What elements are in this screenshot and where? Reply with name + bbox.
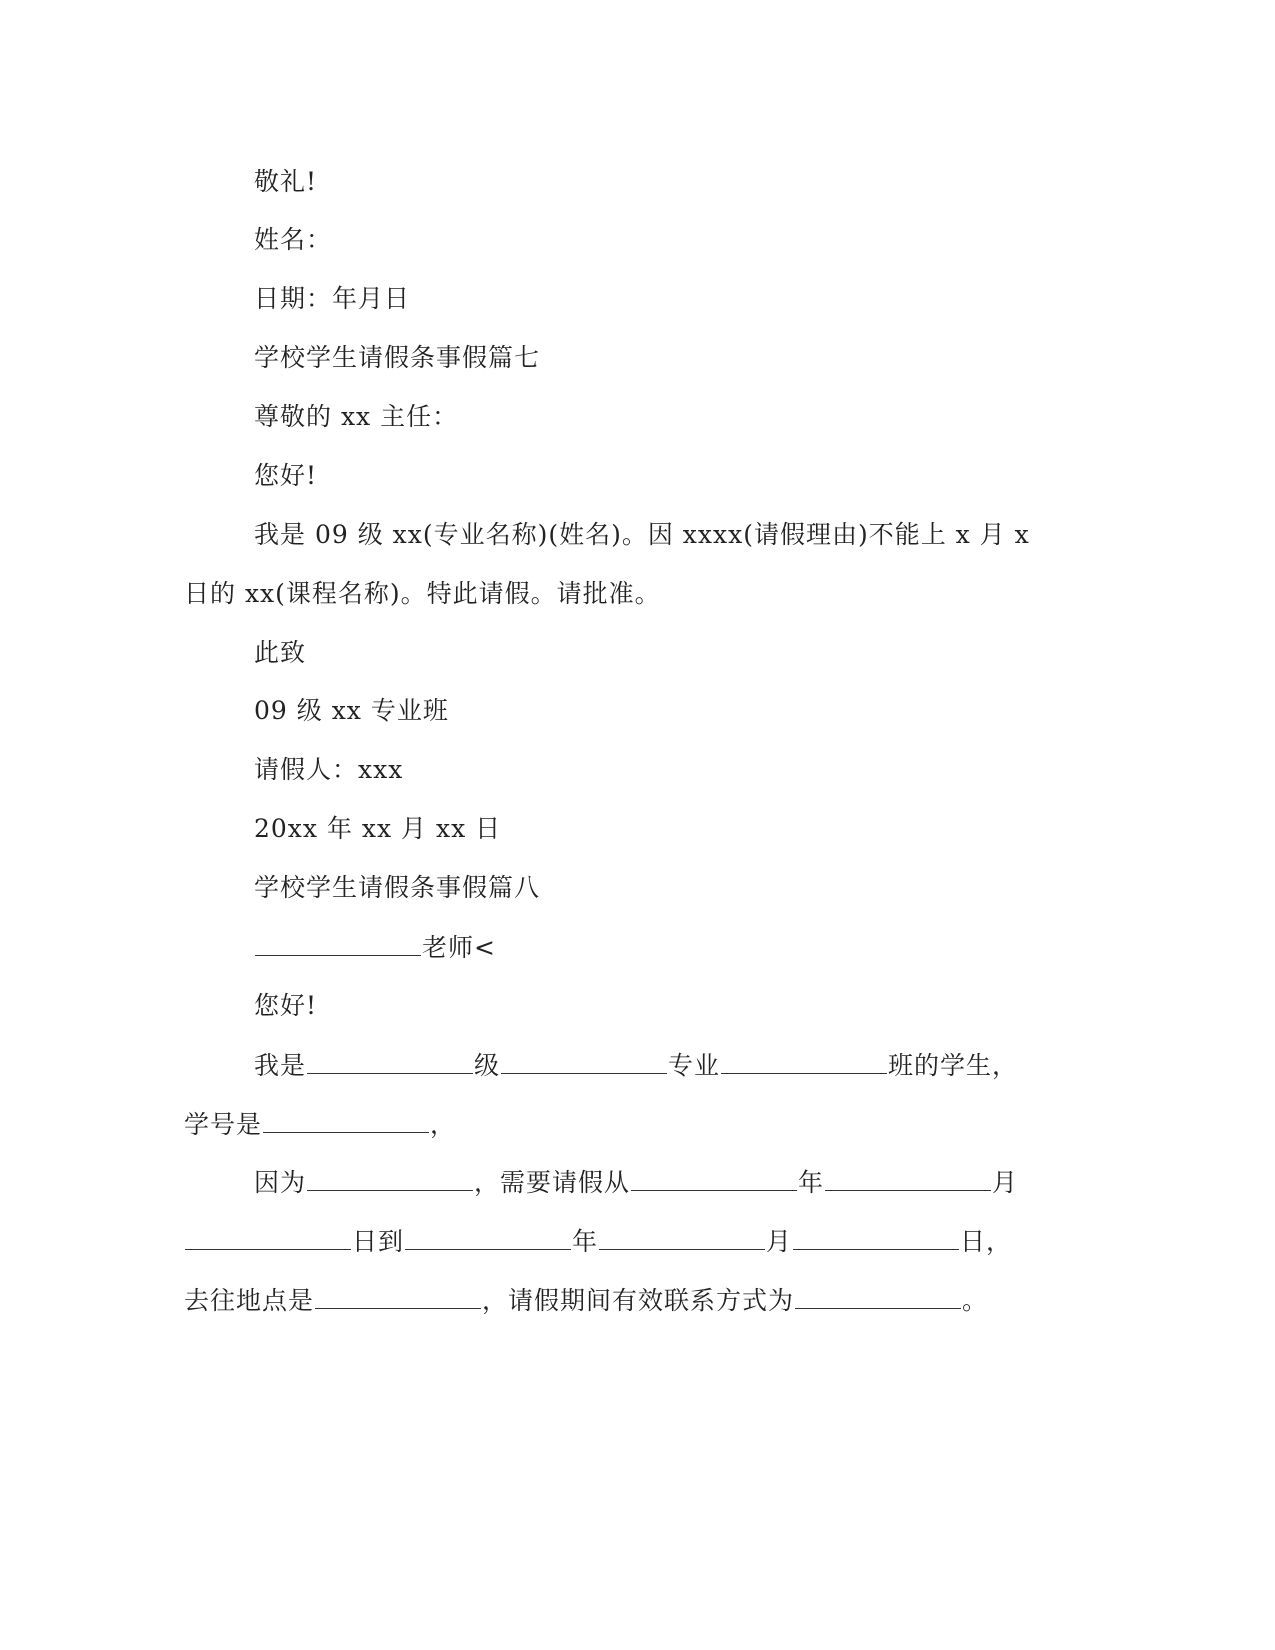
hello-8: 您好!	[254, 991, 318, 1020]
applicant-7: 请假人：xxx	[254, 755, 404, 784]
body-7-line-1: 我是 09 级 xx(专业名称)(姓名)。因 xxxx(请假理由)不能上 x 月 x	[254, 520, 1030, 549]
class-blank	[721, 1049, 887, 1074]
date-label: 日期：年月日	[254, 284, 411, 313]
date-7: 20xx 年 xx 月 xx 日	[254, 814, 502, 843]
start-day-blank	[185, 1225, 351, 1250]
student-id-suffix: ，	[430, 1110, 457, 1139]
period-line	[184, 1225, 1012, 1258]
intro-prefix: 我是	[254, 1051, 307, 1080]
end-day-blank	[793, 1225, 959, 1250]
destination-blank	[315, 1284, 481, 1309]
end-month-label: 月	[766, 1227, 793, 1256]
contact-blank	[795, 1284, 961, 1309]
start-month-label: 月	[992, 1168, 1019, 1197]
day-to-label: 日到	[352, 1227, 405, 1256]
end-year-label: 年	[572, 1227, 599, 1256]
teacher-suffix: 老师<	[422, 933, 496, 962]
contact-label: ，请假期间有效联系方式为	[482, 1286, 795, 1315]
major-label: 专业	[668, 1051, 721, 1080]
end-year-blank	[405, 1225, 571, 1250]
destination-prefix: 去往地点是	[184, 1286, 315, 1315]
greeting-7: 尊敬的 xx 主任：	[254, 402, 459, 431]
grade-blank	[307, 1049, 473, 1074]
reason-line	[254, 1166, 1018, 1199]
destination-end: 。	[962, 1286, 989, 1315]
section-heading-8: 学校学生请假条事假篇八	[254, 873, 541, 902]
body-7-line-2: 日的 xx(课程名称)。特此请假。请批准。	[184, 579, 661, 608]
destination-line	[184, 1284, 988, 1317]
class-7: 09 级 xx 专业班	[254, 696, 449, 725]
student-id-blank	[263, 1108, 429, 1133]
end-day-label: 日，	[960, 1227, 1013, 1256]
major-blank	[501, 1049, 667, 1074]
closing-salute: 敬礼!	[254, 167, 318, 196]
student-id-line	[184, 1108, 456, 1141]
reason-middle: ，需要请假从	[474, 1168, 631, 1197]
regards-7: 此致	[254, 638, 307, 667]
teacher-line	[254, 931, 496, 964]
class-student-label: 班的学生，	[888, 1051, 1019, 1080]
hello-7: 您好!	[254, 461, 318, 490]
end-month-blank	[599, 1225, 765, 1250]
reason-blank	[307, 1166, 473, 1191]
start-year-blank	[631, 1166, 797, 1191]
student-id-prefix: 学号是	[184, 1110, 263, 1139]
teacher-name-blank	[255, 931, 421, 956]
section-heading-7: 学校学生请假条事假篇七	[254, 343, 541, 372]
start-month-blank	[825, 1166, 991, 1191]
reason-prefix: 因为	[254, 1168, 307, 1197]
intro-line	[254, 1049, 1018, 1082]
name-label: 姓名：	[254, 225, 333, 254]
start-year-label: 年	[798, 1168, 825, 1197]
grade-label: 级	[474, 1051, 501, 1080]
